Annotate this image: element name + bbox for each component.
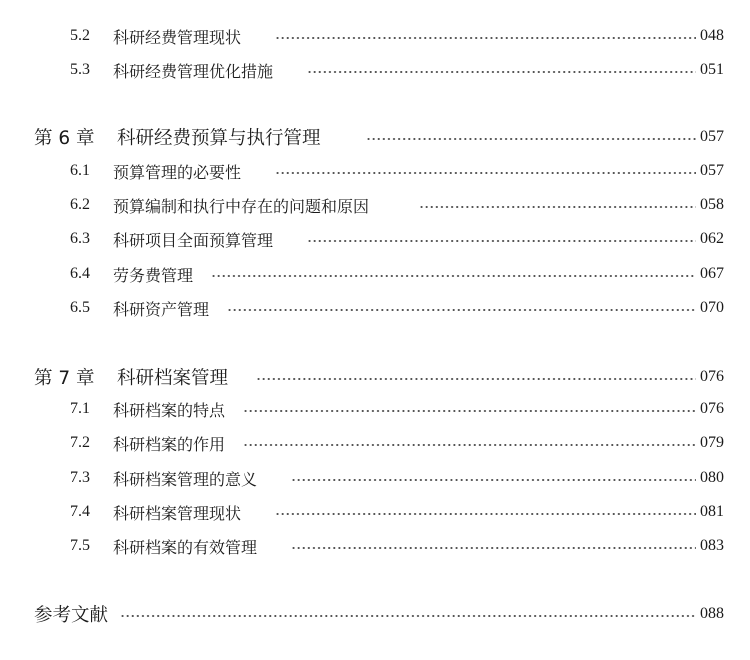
section-number: 6.1 — [70, 162, 90, 179]
toc-entry-6-3[interactable] — [0, 224, 750, 254]
section-title: 预算管理的必要性 — [113, 162, 242, 182]
chapter-label: 第 7 章 — [34, 368, 95, 389]
page-number: 067 — [700, 265, 724, 282]
toc-entry-6-4[interactable] — [0, 259, 750, 289]
dot-leader — [243, 428, 696, 458]
dot-leader — [275, 156, 696, 186]
dot-leader — [227, 293, 696, 323]
section-number: 7.1 — [70, 400, 90, 417]
section-title: 科研经费管理现状 — [113, 27, 242, 47]
section-number: 6.4 — [70, 265, 90, 282]
section-title: 科研资产管理 — [113, 299, 210, 319]
section-title: 科研档案管理的意义 — [113, 469, 258, 489]
section-title: 科研档案的作用 — [113, 434, 226, 454]
toc-chapter-6[interactable] — [0, 122, 750, 152]
dot-leader — [419, 190, 696, 220]
section-number: 7.5 — [70, 537, 90, 554]
page-number: 070 — [700, 299, 724, 316]
section-title: 劳务费管理 — [113, 265, 194, 285]
dot-leader — [291, 463, 696, 493]
page-number: 057 — [700, 162, 724, 179]
page-number: 076 — [700, 400, 724, 417]
toc-entry-5-3[interactable] — [0, 55, 750, 85]
page-number: 048 — [700, 27, 724, 44]
page-number: 058 — [700, 196, 724, 213]
toc-references[interactable] — [0, 599, 750, 629]
chapter-label: 第 6 章 — [34, 128, 95, 149]
page-number: 057 — [700, 128, 724, 145]
dot-leader — [256, 362, 696, 392]
dot-leader — [120, 599, 696, 629]
toc-entry-5-2[interactable] — [0, 21, 750, 51]
page-number: 081 — [700, 503, 724, 520]
dot-leader — [307, 224, 696, 254]
page-number: 051 — [700, 61, 724, 78]
toc-entry-6-1[interactable] — [0, 156, 750, 186]
toc-entry-7-3[interactable] — [0, 463, 750, 493]
dot-leader — [307, 55, 696, 85]
section-number: 7.4 — [70, 503, 90, 520]
page-number: 080 — [700, 469, 724, 486]
references-title: 参考文献 — [34, 605, 109, 626]
page-number: 088 — [700, 605, 724, 622]
dot-leader — [275, 21, 696, 51]
dot-leader — [366, 122, 696, 152]
toc-entry-7-4[interactable] — [0, 497, 750, 527]
page-number: 079 — [700, 434, 724, 451]
section-title: 科研档案管理现状 — [113, 503, 242, 523]
dot-leader — [243, 394, 696, 424]
section-number: 6.3 — [70, 230, 90, 247]
dot-leader — [291, 531, 696, 561]
toc-entry-7-1[interactable] — [0, 394, 750, 424]
page-number: 083 — [700, 537, 724, 554]
section-number: 7.3 — [70, 469, 90, 486]
toc-entry-6-2[interactable] — [0, 190, 750, 220]
toc-chapter-7[interactable] — [0, 362, 750, 392]
toc-entry-7-5[interactable] — [0, 531, 750, 561]
section-number: 6.5 — [70, 299, 90, 316]
section-title: 科研项目全面预算管理 — [113, 230, 274, 250]
section-number: 5.2 — [70, 27, 90, 44]
page-number: 076 — [700, 368, 724, 385]
toc-entry-6-5[interactable] — [0, 293, 750, 323]
chapter-title: 科研经费预算与执行管理 — [117, 128, 321, 149]
toc-entry-7-2[interactable] — [0, 428, 750, 458]
page-number: 062 — [700, 230, 724, 247]
section-title: 科研档案的特点 — [113, 400, 226, 420]
chapter-title: 科研档案管理 — [117, 368, 229, 389]
dot-leader — [275, 497, 696, 527]
dot-leader — [211, 259, 696, 289]
section-number: 6.2 — [70, 196, 90, 213]
section-number: 5.3 — [70, 61, 90, 78]
section-number: 7.2 — [70, 434, 90, 451]
section-title: 预算编制和执行中存在的问题和原因 — [113, 196, 370, 216]
section-title: 科研经费管理优化措施 — [113, 61, 274, 81]
section-title: 科研档案的有效管理 — [113, 537, 258, 557]
